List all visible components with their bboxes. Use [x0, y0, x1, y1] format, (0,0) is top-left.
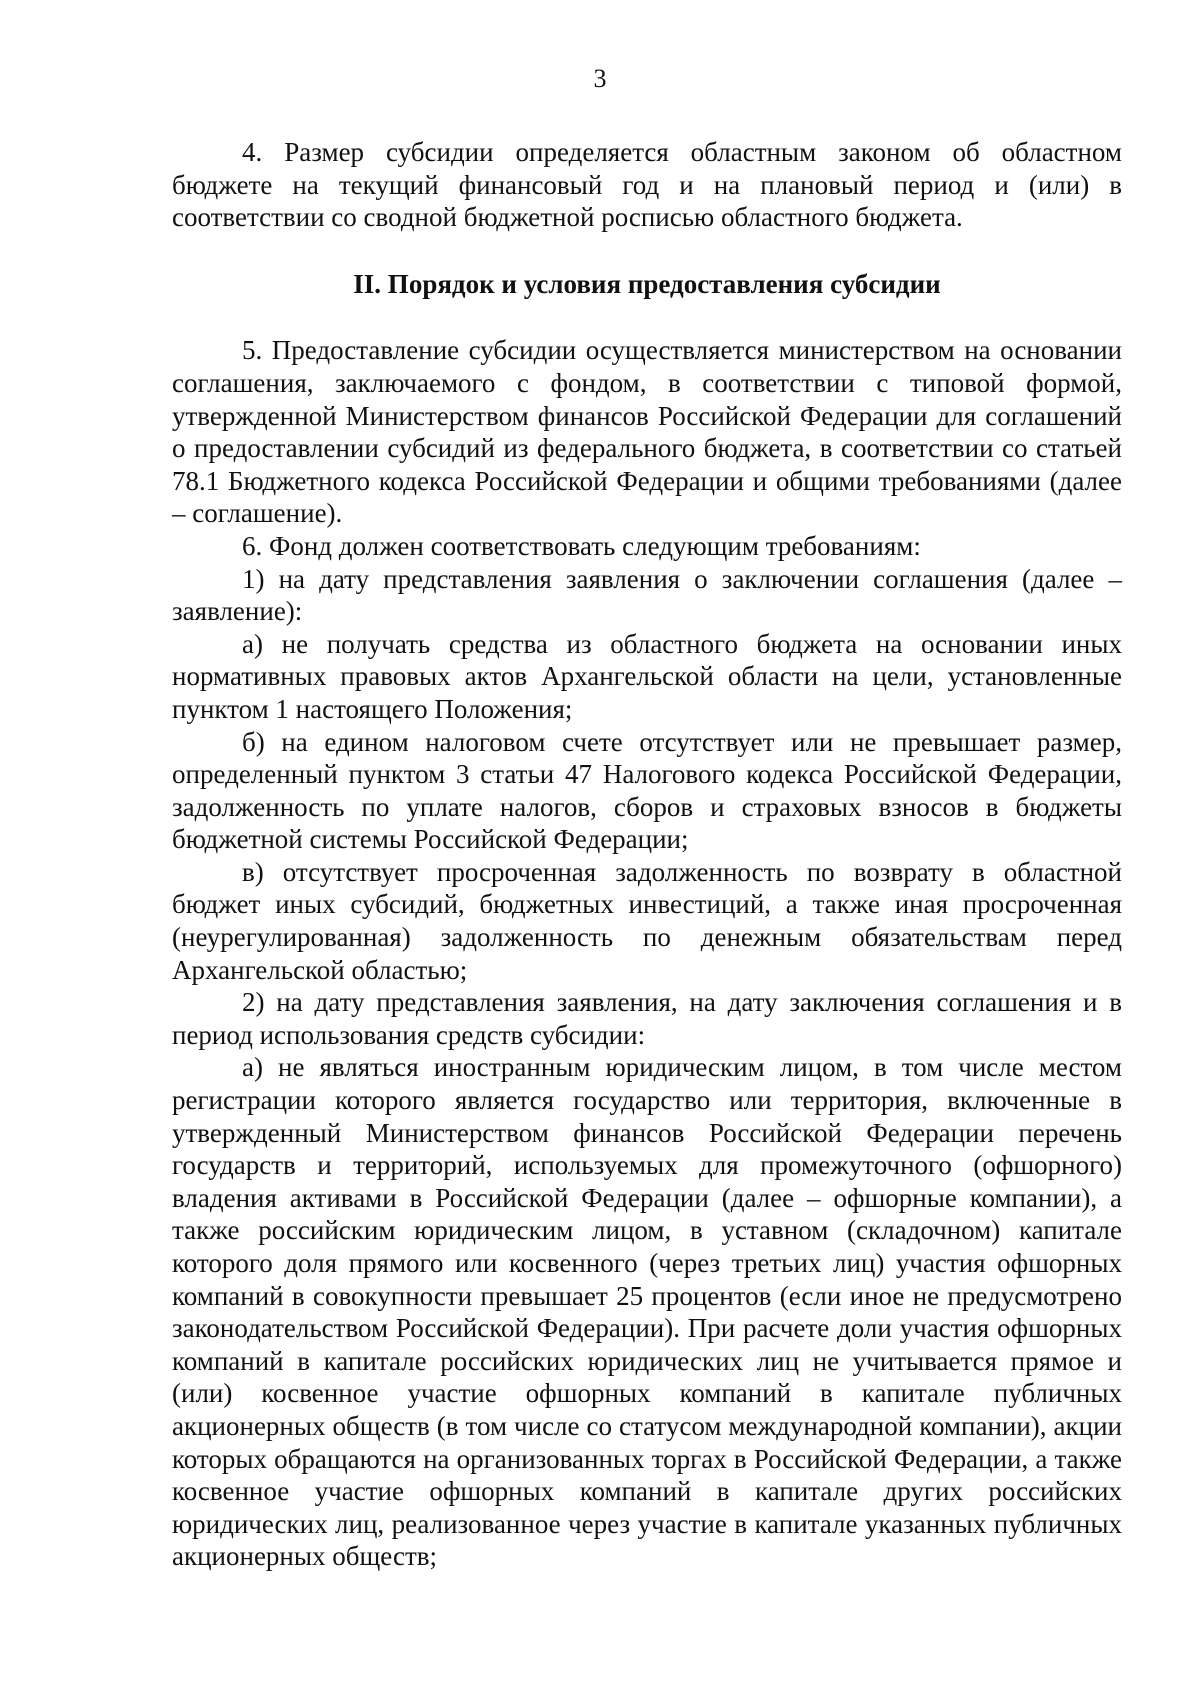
paragraph-6-1-a: а) не получать средства из областного бюджета на основании иных нормативных правовых актов Архангельской области на цели, установленные пунктом 1 настоящего Положения; [172, 628, 1122, 724]
section-heading: II. Порядок и условия предоставления субсидии [353, 268, 941, 299]
paragraph-6: 6. Фонд должен соответствовать следующим требованиям: [242, 530, 921, 561]
paragraph-6-2: 2) на дату представления заявления, на дату заключения соглашения и в период использования средств субсидии: [172, 987, 1122, 1050]
paragraph-6-2-a: а) не являться иностранным юридическим лицом, в том числе местом регистрации которого является государство или территория, включенные в утвержденный Министерством финансов Российской Федерации перечень государств и территорий, используемых для промежуточного (офшорного) владения активами в Российской Федерации (далее – офшорные компании), а также российским юридическим лицом, в уставном (складочном) капитале которого доля прямого или косвенного (через третьих лиц) участия офшорных компаний в совокупности превышает 25 процентов (если иное не предусмотрено законодательством Российской Федерации). При расчете доли участия офшорных компаний в капитале российских юридических лиц не учитывается прямое и (или) косвенное участие офшорных компаний в капитале публичных акционерных обществ (в том числе со статусом международной компании), акции которых обращаются на организованных торгах в Российской Федерации, а также косвенное участие офшорных компаний в капитале других российских юридических лиц, реализованное через участие в капитале указанных публичных акционерных обществ; [172, 1052, 1122, 1572]
paragraph-4: 4. Размер субсидии определяется областным законом об областном бюджете на текущий финансовый год и на плановый период и (или) в соответствии со сводной бюджетной росписью областного бюджета. [172, 137, 1122, 233]
paragraph-6-1-v: в) отсутствует просроченная задолженность по возврату в областной бюджет иных субсидий, бюджетных инвестиций, а также иная просроченная (неурегулированная) задолженность по денежным обязательствам перед Архангельской областью; [172, 856, 1122, 985]
paragraph-6-1: 1) на дату представления заявления о заключении соглашения (далее – заявление): [172, 563, 1122, 627]
document-body [172, 136, 1122, 1573]
paragraph-6-1-b: б) на едином налоговом счете отсутствует или не превышает размер, определенный пунктом 3 статьи 47 Налогового кодекса Российской Федерации, задолженность по уплате налогов, сборов и страховых взносов в бюджеты бюджетной системы Российской Федерации; [172, 726, 1122, 855]
paragraph-5: 5. Предоставление субсидии осуществляется министерством на основании соглашения, заключаемого с фондом, в соответствии с типовой формой, утвержденной Министерством финансов Российской Федерации для соглашений о предоставлении субсидий из федерального бюджета, в соответствии со статьей 78.1 Бюджетного кодекса Российской Федерации и общими требованиями (далее – соглашение). [172, 335, 1122, 529]
page-number: 3 [593, 64, 607, 93]
